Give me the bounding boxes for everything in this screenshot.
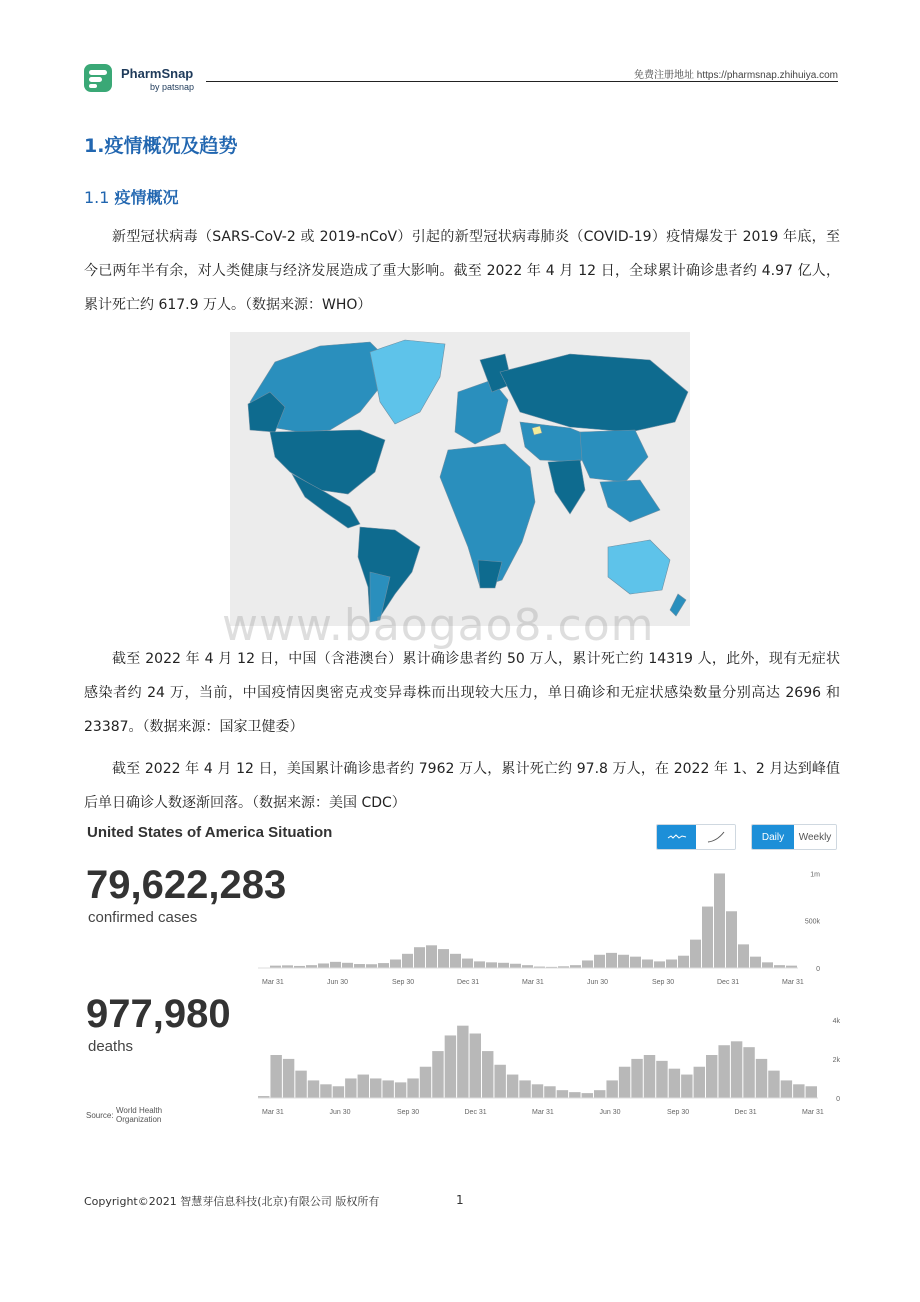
cases-bar xyxy=(630,957,641,968)
map-region-usa xyxy=(270,430,385,494)
wave-icon xyxy=(667,833,687,841)
deaths-x-tick-label: Sep 30 xyxy=(667,1109,690,1116)
period-toggle xyxy=(751,824,837,850)
deaths-bar xyxy=(582,1093,593,1098)
deaths-bar xyxy=(370,1078,381,1098)
map-region-new-zealand xyxy=(670,594,686,616)
deaths-bar xyxy=(283,1059,294,1098)
deaths-bar xyxy=(569,1092,580,1098)
deaths-x-tick-label: Jun 30 xyxy=(329,1109,351,1116)
cases-bar xyxy=(750,957,761,968)
header-divider xyxy=(206,81,838,82)
deaths-label: deaths xyxy=(88,1038,134,1055)
deaths-bar xyxy=(333,1086,344,1098)
deaths-y-tick-label: 4k xyxy=(832,1017,840,1025)
deaths-bar xyxy=(308,1080,319,1098)
deaths-bar xyxy=(382,1080,393,1098)
deaths-x-tick-label: Dec 31 xyxy=(734,1109,757,1116)
section-title: 1.疫情概况及趋势 xyxy=(84,135,238,157)
cases-x-tick-label: Dec 31 xyxy=(457,979,480,986)
map-region-greenland xyxy=(370,340,445,424)
deaths-bar xyxy=(482,1051,493,1098)
subsection-number: 1.1 xyxy=(84,188,110,207)
cases-bar xyxy=(438,949,449,968)
deaths-bar xyxy=(470,1034,481,1099)
deaths-x-tick-label: Mar 31 xyxy=(262,1109,284,1116)
cases-bar xyxy=(702,907,713,968)
cases-bar xyxy=(450,954,461,968)
cases-bar xyxy=(690,940,701,968)
deaths-bar xyxy=(457,1026,468,1098)
cases-bar xyxy=(462,959,473,968)
deaths-bar xyxy=(345,1078,356,1098)
cases-bar xyxy=(414,947,425,968)
deaths-bar xyxy=(494,1065,505,1098)
map-region-south-africa xyxy=(478,560,502,588)
deaths-bar xyxy=(694,1067,705,1098)
confirmed-cases-value: 79,622,283 xyxy=(86,863,287,907)
map-region-highlight xyxy=(532,426,542,435)
deaths-bar xyxy=(718,1045,729,1098)
page-number: 1 xyxy=(456,1193,464,1207)
deaths-bar xyxy=(793,1084,804,1098)
cases-bar xyxy=(582,960,593,968)
deaths-bar xyxy=(619,1067,630,1098)
deaths-bar xyxy=(507,1075,518,1098)
cases-bar xyxy=(426,945,437,968)
deaths-bar xyxy=(681,1075,692,1098)
cases-bar xyxy=(510,964,521,968)
deaths-bar xyxy=(606,1080,617,1098)
deaths-bar xyxy=(557,1090,568,1098)
deaths-bar xyxy=(420,1067,431,1098)
us-situation-title: United States of America Situation xyxy=(87,824,333,841)
cases-bar xyxy=(606,953,617,968)
cases-bar xyxy=(654,961,665,968)
deaths-bar xyxy=(756,1059,767,1098)
deaths-value: 977,980 xyxy=(86,992,231,1036)
cases-y-tick-label: 500k xyxy=(804,918,820,926)
cases-bar xyxy=(390,959,401,968)
cases-bar xyxy=(366,964,377,968)
map-region-europe xyxy=(455,380,508,444)
confirmed-cases-chart-svg xyxy=(258,862,840,992)
bar-chart-toggle-button[interactable] xyxy=(657,825,696,849)
cases-bar xyxy=(486,962,497,968)
deaths-bar xyxy=(743,1047,754,1098)
deaths-bar xyxy=(644,1055,655,1098)
map-region-russia xyxy=(500,354,688,432)
deaths-bar xyxy=(806,1086,817,1098)
cases-bar xyxy=(594,955,605,968)
deaths-bar xyxy=(407,1078,418,1098)
cases-bar xyxy=(726,911,737,968)
cases-bar xyxy=(330,962,341,968)
cases-x-tick-label: Jun 30 xyxy=(327,979,349,986)
cases-bar xyxy=(402,954,413,968)
deaths-x-tick-label: Mar 31 xyxy=(802,1109,824,1116)
weekly-button[interactable]: Weekly xyxy=(794,825,836,849)
paragraph-china-overview: 截至 2022 年 4 月 12 日，中国（含港澳台）累计确诊患者约 50 万人，累计死亡约 14319 人，此外，现有无症状感染者约 24 万，当前，中国疫情因奥密克戎变异毒株而出现较大压力，单日确诊和无症状感染数量分别高达 2696 和 23387。（数据来源：国家卫健委） xyxy=(84,651,840,735)
deaths-y-tick-label: 2k xyxy=(832,1056,840,1064)
curve-icon xyxy=(707,831,725,843)
daily-button[interactable]: Daily xyxy=(752,825,794,849)
map-region-southeast-asia xyxy=(600,480,660,522)
deaths-bar xyxy=(656,1061,667,1098)
deaths-bar xyxy=(320,1084,331,1098)
deaths-bar xyxy=(706,1055,717,1098)
cases-bar xyxy=(666,959,677,968)
cases-x-tick-label: Sep 30 xyxy=(392,979,415,986)
deaths-x-tick-label: Sep 30 xyxy=(397,1109,420,1116)
cases-bar xyxy=(738,944,749,968)
paragraph-usa-overview: 截至 2022 年 4 月 12 日，美国累计确诊患者约 7962 万人，累计死亡约 97.8 万人，在 2022 年 1、2 月达到峰值后单日确诊人数逐渐回落。（数据来源：美国 CDC） xyxy=(84,761,840,811)
deaths-chart xyxy=(258,1010,840,1122)
deaths-bar xyxy=(768,1071,779,1098)
cases-bar xyxy=(678,956,689,968)
deaths-bar xyxy=(358,1075,369,1098)
copyright-footer: Copyright©2021 智慧芽信息科技(北京)有限公司 版权所有 xyxy=(84,1195,380,1208)
subsection-name: 疫情概况 xyxy=(114,188,179,207)
chart-type-toggle xyxy=(656,824,736,850)
register-link[interactable]: 免费注册地址 https://pharmsnap.zhihuiya.com xyxy=(634,70,838,81)
cases-bar xyxy=(618,955,629,968)
cases-bar xyxy=(342,963,353,968)
deaths-bar xyxy=(532,1084,543,1098)
deaths-bar xyxy=(669,1069,680,1098)
map-region-china xyxy=(580,430,648,482)
deaths-chart-svg xyxy=(258,1010,840,1122)
source-value: World Health Organization xyxy=(116,1106,163,1124)
deaths-x-tick-label: Jun 30 xyxy=(599,1109,621,1116)
cases-bar xyxy=(378,963,389,968)
cases-x-tick-label: Sep 30 xyxy=(652,979,675,986)
map-region-australia xyxy=(608,540,670,594)
world-map-svg xyxy=(230,332,690,626)
cases-x-tick-label: Jun 30 xyxy=(587,979,609,986)
deaths-bar xyxy=(594,1090,605,1098)
cases-bar xyxy=(354,964,365,968)
deaths-y-tick-label: 0 xyxy=(836,1096,840,1103)
brand-sub: by patsnap xyxy=(150,82,195,92)
confirmed-cases-label: confirmed cases xyxy=(88,909,198,926)
deaths-bar xyxy=(445,1035,456,1098)
cases-bar xyxy=(714,873,725,968)
cases-x-tick-label: Mar 31 xyxy=(262,979,284,986)
subsection-title xyxy=(84,185,179,208)
pharmsnap-logo-icon xyxy=(84,64,112,92)
cases-bar xyxy=(474,961,485,968)
cases-x-tick-label: Mar 31 xyxy=(782,979,804,986)
deaths-bar xyxy=(432,1051,443,1098)
deaths-bar xyxy=(519,1080,530,1098)
source-label: Source: xyxy=(86,1111,114,1120)
cases-x-tick-label: Mar 31 xyxy=(522,979,544,986)
deaths-bar xyxy=(544,1086,555,1098)
deaths-x-tick-label: Mar 31 xyxy=(532,1109,554,1116)
confirmed-cases-chart xyxy=(258,862,840,992)
cases-bar xyxy=(498,963,509,968)
deaths-bar xyxy=(395,1082,406,1098)
cases-bar xyxy=(762,962,773,968)
cases-bar xyxy=(642,959,653,968)
deaths-bar xyxy=(295,1071,306,1098)
deaths-bar xyxy=(270,1055,281,1098)
cases-y-tick-label: 0 xyxy=(816,966,820,973)
cases-x-tick-label: Dec 31 xyxy=(717,979,740,986)
deaths-bar xyxy=(731,1041,742,1098)
deaths-bar xyxy=(631,1059,642,1098)
cases-bar xyxy=(318,963,329,968)
cases-y-tick-label: 1m xyxy=(810,871,820,879)
line-chart-toggle-button[interactable] xyxy=(696,825,735,849)
deaths-x-tick-label: Dec 31 xyxy=(464,1109,487,1116)
brand-name: PharmSnap xyxy=(121,66,194,81)
deaths-bar xyxy=(781,1080,792,1098)
map-region-india xyxy=(548,460,585,514)
watermark-url: www.baogao8.com xyxy=(222,600,655,651)
paragraph-global-overview: 新型冠状病毒（SARS-CoV-2 或 2019-nCoV）引起的新型冠状病毒肺炎（COVID-19）疫情爆发于 2019 年底，至今已两年半有余，对人类健康与经济发展造成了重大影响。截至 2022 年 4 月 12 日，全球累计确诊患者约 4.97 亿人，累计死亡约 617.9 万人。（数据来源：WHO） xyxy=(84,229,840,313)
world-map xyxy=(230,332,690,626)
